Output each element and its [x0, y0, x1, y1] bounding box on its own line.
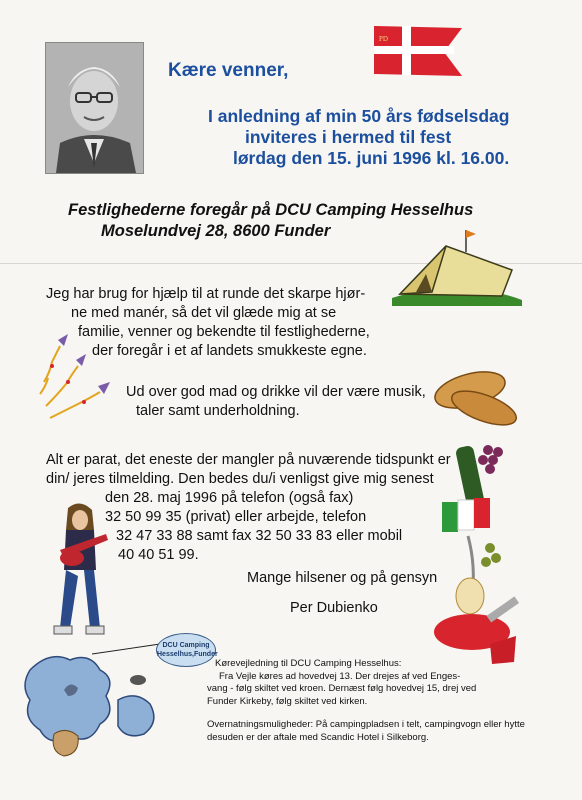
intro-line: I anledning af min 50 års fødselsdag	[208, 106, 510, 126]
paragraph-line: Ud over god mad og drikke vil der være musik,	[126, 384, 426, 400]
directions-line: vang - følg skiltet ved kroen. Dernæst følg hovedvej 15, drej ved	[207, 683, 477, 694]
invitation-paragraph	[126, 383, 426, 421]
overnight-options	[207, 719, 525, 744]
paragraph-line: taler samt underholdning.	[136, 403, 300, 419]
tent-icon	[392, 226, 524, 311]
fireworks-icon	[38, 322, 118, 427]
paragraph-line: 32 50 99 35 (privat) eller arbejde, telefon	[105, 509, 367, 525]
directions-line: Kørevejledning til DCU Camping Hesselhus:	[215, 658, 402, 669]
paragraph-line: familie, venner og bekendte til festlighederne,	[78, 324, 370, 340]
danish-flag-icon	[372, 22, 464, 80]
overnight-line: Overnatningsmuligheder: På campingpladsen i telt, campingvogn eller hytte	[207, 719, 525, 730]
directions-line: Fra Vejle køres ad hovedvej 13. Der drejes af ved Enges-	[219, 670, 461, 682]
paragraph-line: 32 47 33 88 samt fax 32 50 33 83 eller mobil	[116, 528, 403, 544]
portrait-photo	[45, 42, 144, 174]
paragraph-line: 40 40 51 99.	[118, 547, 199, 563]
paragraph-line: der foregår i et af landets smukkeste egne.	[92, 343, 367, 359]
paragraph-line: Alt er parat, det eneste der mangler på nuværende tidspunkt er	[46, 452, 451, 468]
overnight-line: desuden er der aftale med Scandic Hotel i Silkeborg.	[207, 731, 429, 743]
paragraph-line: din/ jeres tilmelding. Den bedes du/i venligst give mig senest	[46, 471, 434, 487]
driving-directions	[207, 658, 476, 708]
flag-monogram: PD	[379, 35, 388, 43]
signature: Per Dubienko	[290, 600, 378, 616]
closing-line: Mange hilsener og på gensyn	[247, 570, 438, 586]
map-label-line: Hesselhus,Funder	[157, 651, 218, 658]
intro-line: lørdag den 15. juni 1996 kl. 16.00.	[233, 148, 510, 168]
directions-line: Funder Kirkeby, følg skiltet ved kirken.	[207, 695, 368, 707]
intro-line: inviteres i hermed til fest	[245, 127, 452, 147]
venue-line: Festlighederne foregår på DCU Camping Hesselhus	[68, 201, 474, 219]
paragraph-line: den 28. maj 1996 på telefon (også fax)	[105, 490, 354, 506]
rock-guitarist-icon	[50, 500, 110, 645]
greeting: Kære venner,	[168, 60, 289, 81]
invitation-intro	[208, 106, 509, 169]
paragraph-line: Jeg har brug for hjælp til at runde det skarpe hjør-	[46, 286, 366, 302]
venue-line: Moselundvej 28, 8600 Funder	[101, 222, 331, 240]
paragraph-line: ne med manér, så det vil glæde mig at se	[71, 305, 337, 321]
map-label-line: DCU Camping	[162, 642, 210, 649]
